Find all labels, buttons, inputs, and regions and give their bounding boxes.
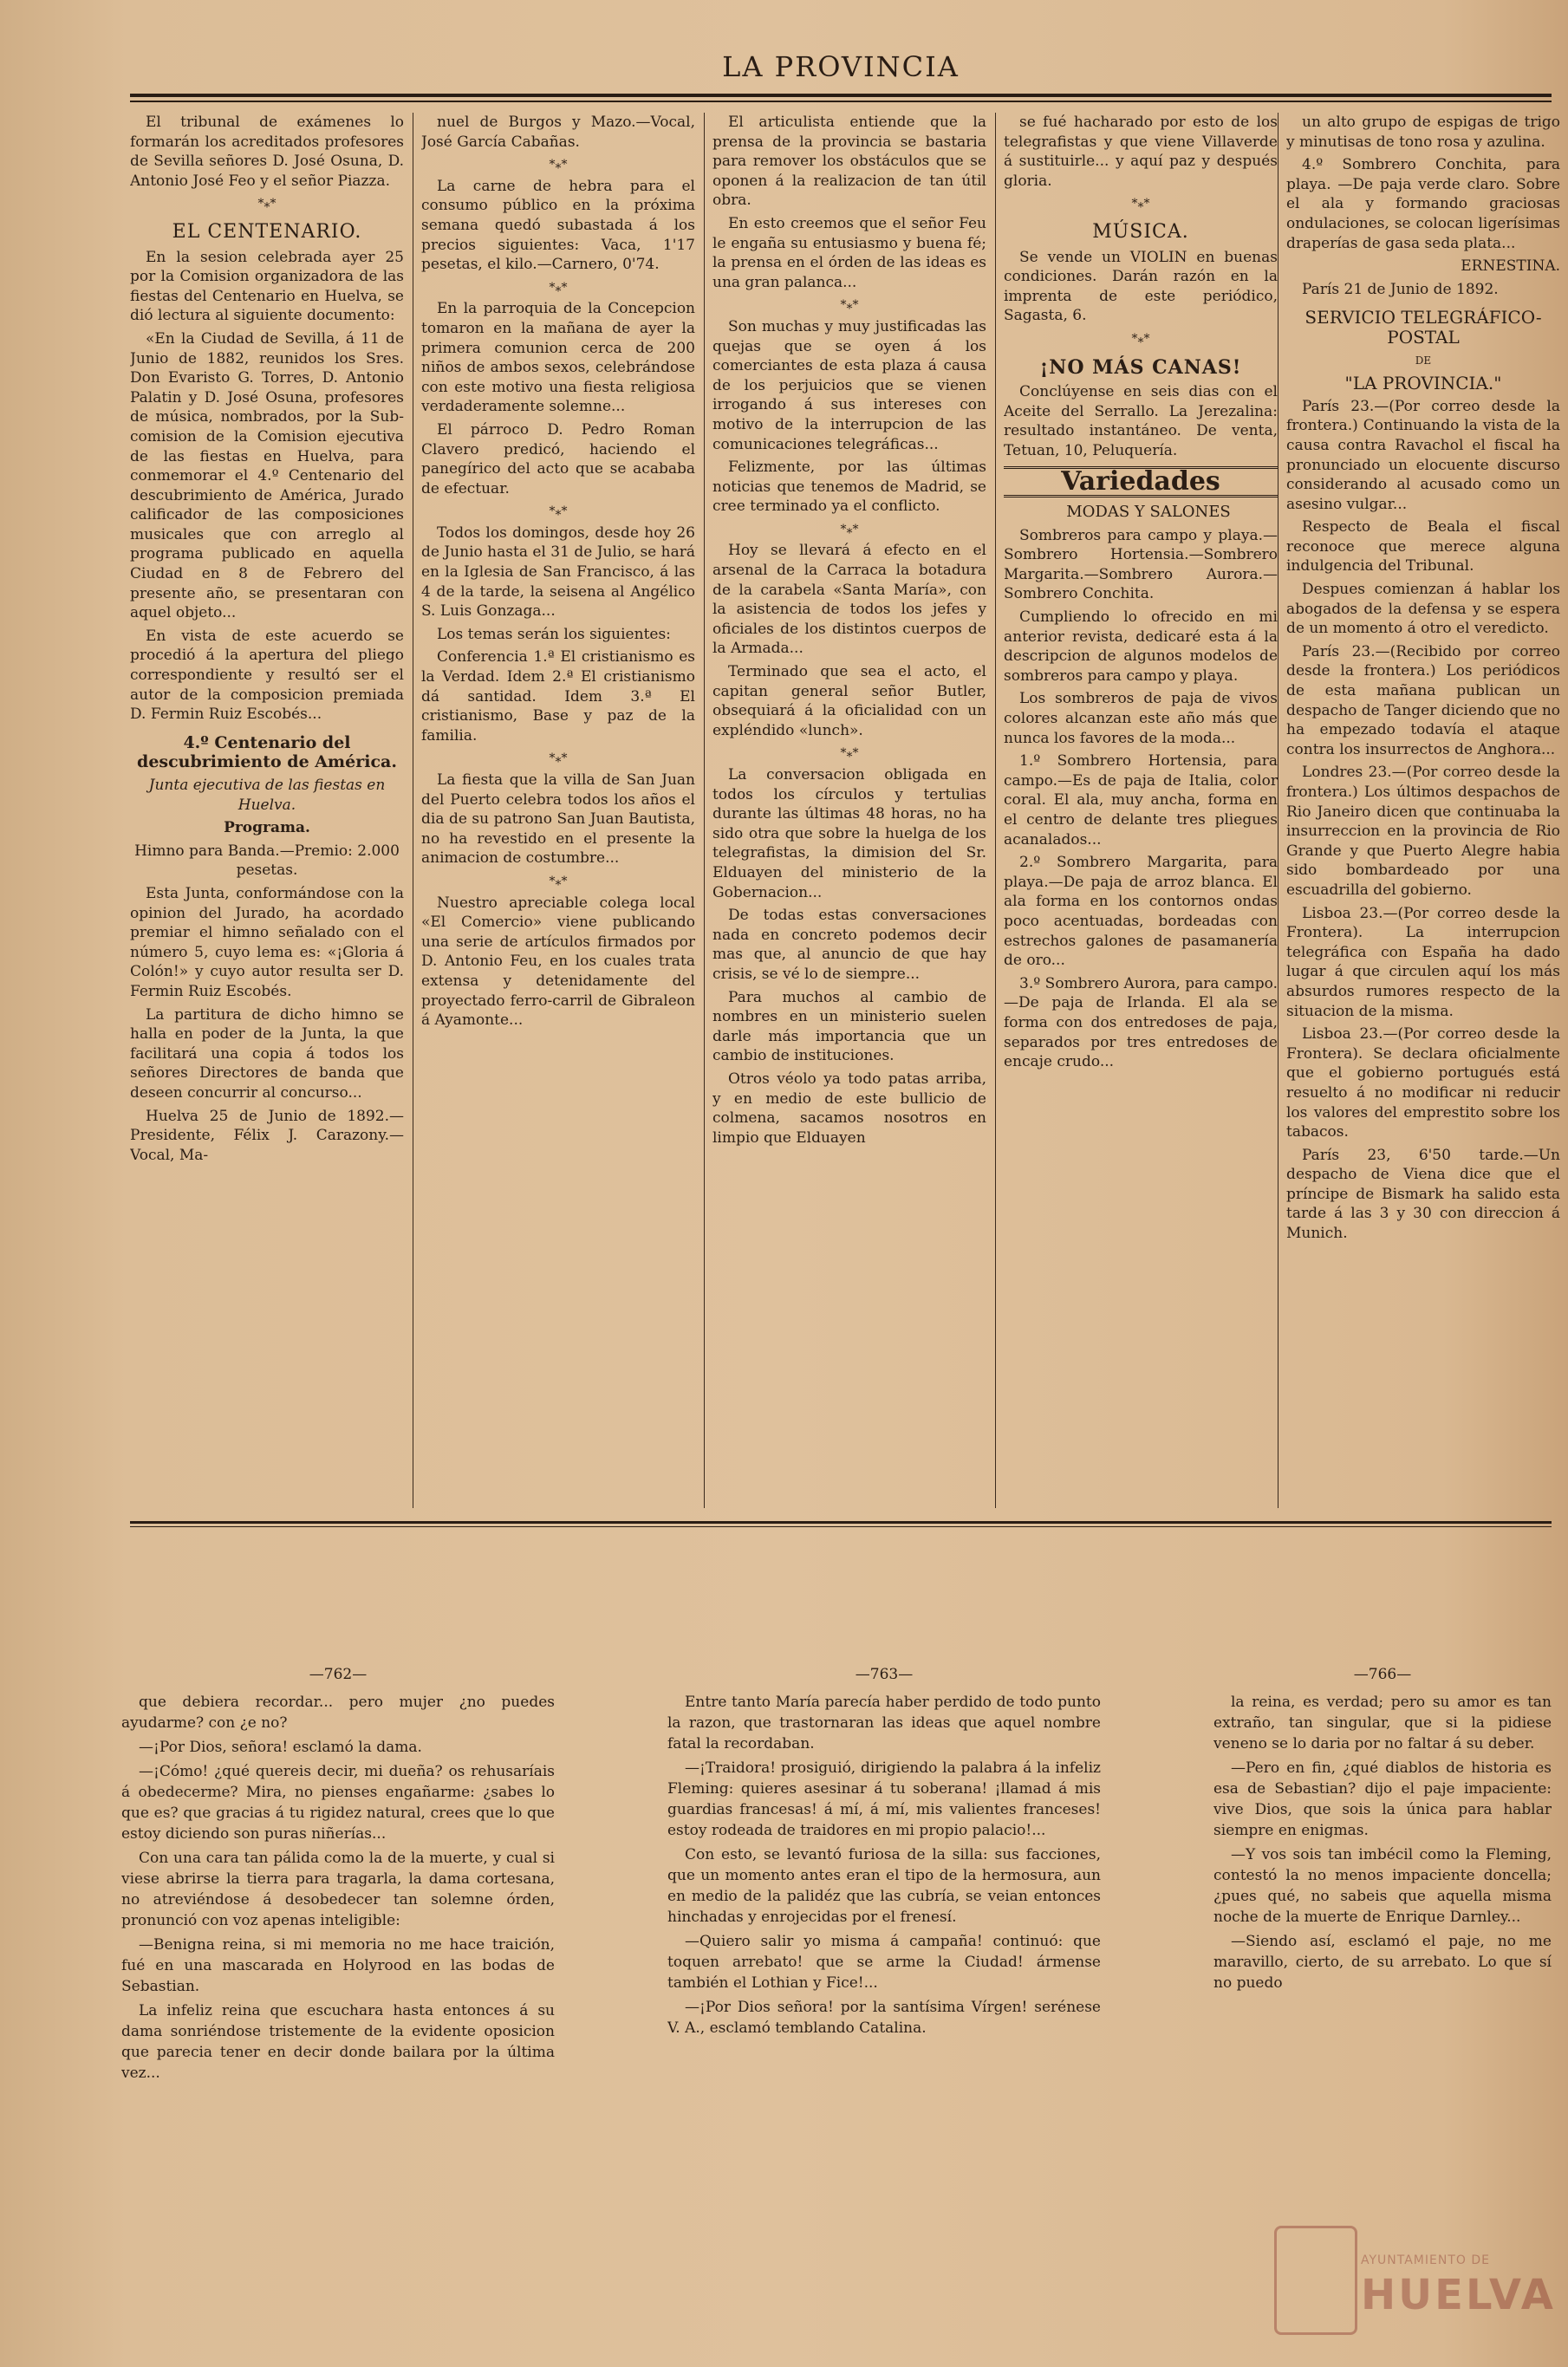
telegraph-paper: "LA PROVINCIA." <box>1344 373 1502 394</box>
telegraph-header: SERVICIO TELEGRÁFICO-POSTAL <box>1304 307 1542 348</box>
section-title: EL CENTENARIO. <box>172 220 362 243</box>
masthead-rule-thin <box>130 101 1552 102</box>
watermark-line1: AYUNTAMIENTO DE <box>1361 2253 1490 2267</box>
asterism: *⁎* <box>549 874 568 888</box>
paragraph: 1.º Sombrero Hortensia, para campo.—Es de paja de Italia, color coral. El ala, muy ancha, forma en el centro de delante tres pliegues acanalados... <box>1004 752 1278 849</box>
paragraph: —Quiero salir yo misma á campaña! continuó: que toquen arrebato! que se arme la Ciudad! ármense también el Lothian y Fice!... <box>667 1933 1101 1992</box>
section-subtitle: 4.º Centenario del descubrimiento de América. <box>137 732 397 772</box>
dispatch: París 23.—(Por correo desde la frontera.) Continuando la vista de la causa contra Ravachol el fiscal ha pronunciado un elocuente discurso considerando al acusado como un asesino vulgar... <box>1286 397 1560 513</box>
paragraph: El articulista entiende que la prensa de la provincia se bastaria para remover los obstáculos que se oponen á la realizacion de tan útil obra. <box>712 114 986 210</box>
paragraph: Nuestro apreciable colega local «El Comercio» viene publicando una serie de artículos firmados por D. Antonio Feu, en los cuales trata extensa y detenidamente del proyectado ferro-carril de Gibraleon á Ayamonte... <box>421 894 695 1030</box>
paragraph: Sombreros para campo y playa.—Sombrero Hortensia.—Sombrero Margarita.—Sombrero Aurora.—Sombrero Conchita. <box>1004 526 1278 603</box>
paragraph: Esta Junta, conformándose con la opinion del Jurado, ha acordado premiar el himno señalado con el número 5, cuyo lema es: «¡Gloria á Colón!» y cuyo autor resulta ser D. Fermin Ruiz Escobés. <box>130 884 404 1000</box>
paragraph: Felizmente, por las últimas noticias que tenemos de Madrid, se cree terminado ya el conflicto. <box>712 458 986 516</box>
paragraph: Conferencia 1.ª El cristianismo es la Verdad. Idem 2.ª El cristianismo dá santidad. Idem 3.ª El cristianismo, Base y paz de la familia. <box>421 648 695 745</box>
ad-text-canas: Conclúyense en seis dias con el Aceite del Serrallo. La Jerezalina: resultado instantáneo. De venta, Tetuan, 10, Peluquería. <box>1004 383 1278 459</box>
paragraph: En vista de este acuerdo se procedió á la apertura del pliego correspondiente y resultó ser el autor de la composicion premiada D. Fermin Ruiz Escobés... <box>130 627 404 724</box>
modas-subheader: MODAS Y SALONES <box>1066 503 1231 522</box>
page-number: —766— <box>1353 1666 1412 1683</box>
paragraph: —Siendo así, esclamó el paje, no me maravillo, cierto, de su arrebato. Lo que sí no puedo <box>1213 1933 1552 1992</box>
folletin-rule <box>130 1521 1552 1524</box>
archive-watermark <box>1274 2219 1556 2349</box>
paragraph: 4.º Sombrero Conchita, para playa. —De paja verde claro. Sobre el ala y formando graciosas ondulaciones, se colocan ligerísimas draperías de gasa seda plata... <box>1286 156 1560 252</box>
paragraph: De todas estas conversaciones nada en concreto podemos decir mas que, al anuncio de que hay crisis, se vé lo de siempre... <box>712 907 986 983</box>
folletin-column-left <box>121 1664 555 2349</box>
paragraph: la reina, es verdad; pero su amor es tan extraño, tan singular, que si la pidiese veneno se lo daria por no faltar á su deber. <box>1213 1694 1552 1752</box>
asterism: *⁎* <box>549 280 568 295</box>
dispatch: Lisboa 23.—(Por correo desde la Frontera). Se declara oficialmente que el gobierno portugués está resuelto á no modificar ni reducir los valores del emprestito sobre los tabacos. <box>1286 1025 1560 1141</box>
paragraph: Todos los domingos, desde hoy 26 de Junio hasta el 31 de Julio, se hará en la Iglesia de San Francisco, á las 4 de la tarde, la seisena al Angélico S. Luis Gonzaga... <box>421 523 695 621</box>
paragraph: Hoy se llevará á efecto en el arsenal de la Carraca la botadura de la carabela «Santa María», con la asistencia de todos los jefes y oficiales de los distintos cuerpos de la Armada... <box>712 542 986 658</box>
paragraph: Los temas serán los siguientes: <box>437 625 671 643</box>
paragraph: La conversacion obligada en todos los círculos y tertulias durante las últimas 48 horas, no ha sido otra que sobre la huelga de los telegrafistas, la dimision del Sr. Elduayen del ministerio de la Gobernacion... <box>712 766 986 901</box>
paragraph: «En la Ciudad de Sevilla, á 11 de Junio de 1882, reunidos los Sres. Don Evaristo G. Torres, D. Antonio Palatin y D. José Osuna, profesores de música, nombrados, por la Sub-comision de la Comision ejecutiva de las fiestas en Huelva, para conmemorar el 4.º Centenario del descubrimiento de América, Jurado calificador de las composiciones musicales que con arreglo al programa publicado en aquella Ciudad en 8 de Febrero del presente año, se presentaran con aquel objeto... <box>130 329 404 622</box>
column-5 <box>1286 113 1560 1517</box>
paragraph: El párroco D. Pedro Roman Clavero predicó, haciendo el panegírico del acto que se acababa de efectuar. <box>421 420 695 497</box>
folletin-rule-thin <box>130 1526 1552 1527</box>
paragraph: —Pero en fin, ¿qué diablos de historia es esa de Sebastian? dijo el paje impaciente: vive Dios, que sois la única para hablar siempre en enigmas. <box>1213 1759 1552 1839</box>
paragraph: se fué hacharado por esto de los telegrafistas y que viene Villaverde á sustituirle... y aquí paz y después gloria. <box>1004 114 1278 190</box>
paragraph: La carne de hebra para el consumo público en la próxima semana quedó subastada á los precios siguientes: Vaca, 1'17 pesetas, el kilo.—Carnero, 0'74. <box>421 177 695 274</box>
main-columns <box>130 113 1560 1517</box>
paragraph: El tribunal de exámenes lo formarán los acreditados profesores de Sevilla señores D. José Osuna, D. Antonio José Feo y el señor Piazza. <box>130 114 404 190</box>
paragraph: En la parroquia de la Concepcion tomaron en la mañana de ayer la primera comunion cerca de 200 niños de ambos sexos, celebrándose con este motivo una fiesta religiosa verdaderamente solemne... <box>421 300 695 416</box>
asterism: *⁎* <box>840 522 859 536</box>
asterism: *⁎* <box>840 298 859 313</box>
paragraph: Huelva 25 de Junio de 1892.—Presidente, Félix J. Carazony.—Vocal, Ma- <box>130 1107 404 1164</box>
paragraph: Con esto, se levantó furiosa de la silla: sus facciones, que un momento antes eran el tipo de la hermosura, aun en medio de la palidéz que las cubría, se veian entonces hinchadas y enrojecidas por el frenesí. <box>667 1846 1101 1926</box>
ad-title-musica: MÚSICA. <box>1092 220 1189 243</box>
dispatch: París 23.—(Recibido por correo desde la frontera.) Los periódicos de esta mañana publican un despacho de Tanger diciendo que no ha empezado todavía el ataque contra los insurrectos de Anghora... <box>1286 642 1560 758</box>
variedades-header: Variedades <box>1004 466 1278 498</box>
ad-title-canas: ¡NO MÁS CANAS! <box>1039 355 1242 379</box>
column-4 <box>1004 113 1278 1517</box>
folletin-column-middle <box>667 1664 1101 2349</box>
paragraph: Otros véolo ya todo patas arriba, y en medio de este bullicio de colmena, sacamos nosotros en limpio que Elduayen <box>712 1070 986 1147</box>
asterism: *⁎* <box>840 746 859 761</box>
paragraph: —Benigna reina, si mi memoria no me hace traición, fué en una mascarada en Holyrood en las bodas de Sebastian. <box>121 1936 555 1995</box>
junta-line: Junta ejecutiva de las fiestas en Huelva. <box>148 777 386 814</box>
dispatch: Respecto de Beala el fiscal reconoce que merece alguna indulgencia del Tribunal. <box>1286 518 1560 575</box>
page-number: —763— <box>855 1666 914 1683</box>
masthead: LA PROVINCIA <box>722 50 960 83</box>
column-2 <box>421 113 695 1517</box>
paragraph: que debiera recordar... pero mujer ¿no puedes ayudarme? con ¿e no? <box>121 1694 555 1732</box>
column-divider <box>995 113 996 1508</box>
paragraph: En esto creemos que el señor Feu le engaña su entusiasmo y buena fé; la prensa en el órden de las ideas es una gran palanca... <box>712 214 986 291</box>
paragraph: En la sesion celebrada ayer 25 por la Comision organizadora de las fiestas del Centenario en Huelva, se dió lectura al siguiente documento: <box>130 248 404 325</box>
paragraph: Terminado que sea el acto, el capitan general señor Butler, obsequiará á la oficialidad con un expléndido «lunch». <box>712 663 986 739</box>
dispatch: Lisboa 23.—(Por correo desde la Frontera). La interrupcion telegráfica con España ha dado lugar á que circulen aquí los más absurdos rumores respecto de la situacion de la misma. <box>1286 904 1560 1020</box>
asterism: *⁎* <box>1131 197 1150 211</box>
asterism: *⁎* <box>549 158 568 172</box>
asterism: *⁎* <box>1131 331 1150 346</box>
programa-line: Programa. <box>224 819 310 837</box>
paragraph: Entre tanto María parecía haber perdido de todo punto la razon, que trastornaran las ideas que aquel nombre fatal la recordaban. <box>667 1694 1101 1752</box>
paragraph: Para muchos al cambio de nombres en un ministerio suelen darle más importancia que un cambio de instituciones. <box>712 988 986 1065</box>
paragraph: Cumpliendo lo ofrecido en mi anterior revista, dedicaré esta á la descripcion de algunos modelos de sombreros para campo y playa. <box>1004 608 1278 685</box>
page-number: —762— <box>309 1666 368 1683</box>
paragraph: 2.º Sombrero Margarita, para playa.—De paja de arroz blanca. El ala forma en los contornos ondas poco acentuadas, bordeadas con estrechos galones de pasamanería de oro... <box>1004 854 1278 970</box>
dateline: París 21 de Junio de 1892. <box>1302 280 1499 298</box>
paragraph: Con una cara tan pálida como la de la muerte, y cual si viese abrirse la tierra para tragarla, la dama cortesana, no atreviéndose á desobedecer tan solemne órden, pronunció con voz apenas inteligible: <box>121 1850 555 1929</box>
paragraph: —¡Traidora! prosiguió, dirigiendo la palabra á la infeliz Fleming: quieres asesinar á tu soberana! ¡llamad á mis guardias francesas! á mí, á mí, mis valientes franceses! estoy rodeada de traidores en mi propio palacio!... <box>667 1759 1101 1839</box>
paragraph: —Y vos sois tan imbécil como la Fleming, contestó la no menos impaciente doncella; ¿pues qué, no sabeis que aquella misma noche de la muerte de Enrique Darnley... <box>1213 1846 1552 1926</box>
telegraph-de: DE <box>1415 354 1432 367</box>
himno-line: Himno para Banda.—Premio: 2.000 pesetas. <box>134 842 400 880</box>
paragraph: Son muchas y muy justificadas las quejas que se oyen á los comerciantes de esta plaza á causa de los perjuicios que se vienen irrogando á sus intereses con motivo de la interrupcion de las comunicaciones telegráficas... <box>712 317 986 453</box>
paragraph: —¡Por Dios, señora! esclamó la dama. <box>139 1739 422 1756</box>
paragraph: La fiesta que la villa de San Juan del Puerto celebra todos los años el dia de su patrono San Juan Bautista, no ha revestido en el presente la animacion de costumbre... <box>421 771 695 868</box>
dispatch: Despues comienzan á hablar los abogados de la defensa y se espera de un momento á otro el veredicto. <box>1286 581 1560 638</box>
ad-text-musica: Se vende un VIOLIN en buenas condiciones. Darán razón en la imprenta de este periódico, Sagasta, 6. <box>1004 248 1278 325</box>
dispatch: Londres 23.—(Por correo desde la frontera.) Los últimos despachos de Rio Janeiro dicen que continuaba la insurreccion en la provincia de Rio Grande y que Puerto Alegre habia sido bombardeado por una escuadrilla del gobierno. <box>1286 764 1560 899</box>
dispatch: París 23, 6'50 tarde.—Un despacho de Viena dice que el príncipe de Bismark ha salido esta tarde á las 3 y 30 con direccion á Munich. <box>1286 1146 1560 1243</box>
asterism: *⁎* <box>549 751 568 766</box>
paragraph: La infeliz reina que escuchara hasta entonces á su dama sonriéndose tristemente de la evidente oposicion que parecia tener en decir donde bailara por la última vez... <box>121 2002 555 2082</box>
column-3 <box>712 113 986 1517</box>
paragraph: 3.º Sombrero Aurora, para campo.—De paja de Irlanda. El ala se forma con dos entredoses de paja, separados por tres entredoses de encaje crudo... <box>1004 974 1278 1071</box>
masthead-rule <box>130 94 1552 97</box>
crest-icon <box>1274 2226 1357 2335</box>
paragraph: —¡Por Dios señora! por la santísima Vírgen! serénese V. A., esclamó temblando Catalina. <box>667 1999 1101 2037</box>
signature: ERNESTINA. <box>1461 257 1560 276</box>
asterism: *⁎* <box>257 197 277 211</box>
paragraph: un alto grupo de espigas de trigo y minutisas de tono rosa y azulina. <box>1286 114 1560 151</box>
paragraph: nuel de Burgos y Mazo.—Vocal, José García Cabañas. <box>421 114 695 151</box>
watermark-line2: HUELVA <box>1361 2271 1556 2319</box>
paragraph: Los sombreros de paja de vivos colores alcanzan este año más que nunca los favores de la moda... <box>1004 690 1278 747</box>
asterism: *⁎* <box>549 504 568 519</box>
paragraph: —¡Cómo! ¿qué quereis decir, mi dueña? os rehusaríais á obedecerme? Mira, no pienses engañarme: ¿sabes lo que es? que gracias á tu rigidez natural, crees que lo que estoy diciendo son puras niñerías... <box>121 1763 555 1843</box>
paragraph: La partitura de dicho himno se halla en poder de la Junta, la que facilitará una copia á todos los señores Directores de banda que deseen concurrir al concurso... <box>130 1005 404 1102</box>
column-divider <box>704 113 705 1508</box>
column-1 <box>130 113 404 1517</box>
